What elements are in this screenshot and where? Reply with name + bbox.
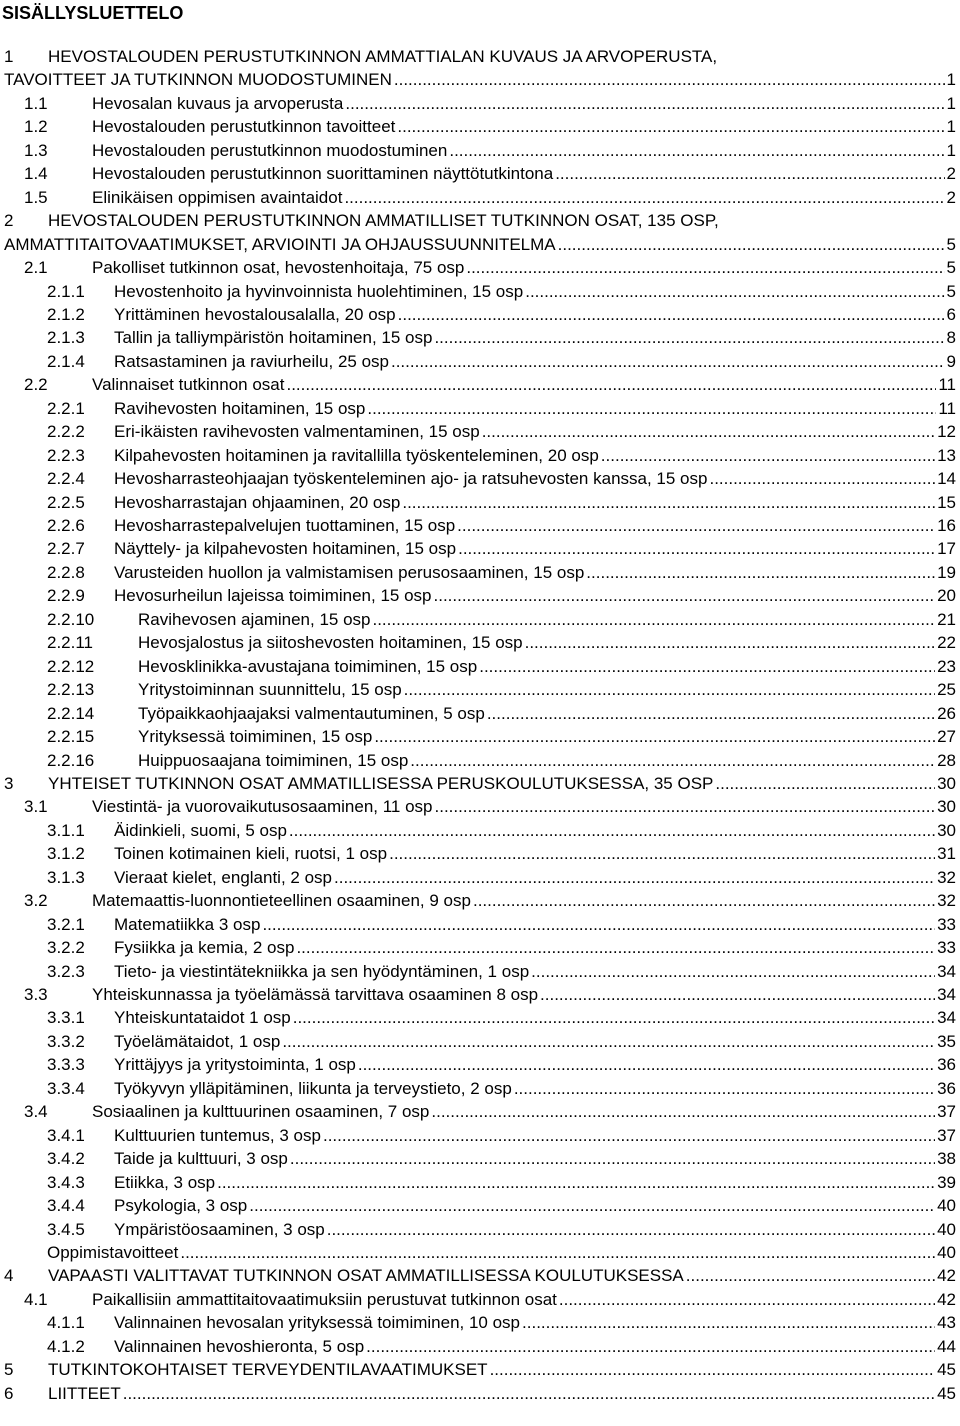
toc-entry[interactable] [0,584,960,608]
toc-entry-page: 16 [937,516,956,535]
toc-entry-number: 3.4.1 [47,1125,85,1145]
toc-entry-number: 2 [4,211,14,231]
toc-entry[interactable] [0,1382,960,1406]
toc-heading: SISÄLLYSLUETTELO [2,3,184,23]
toc-entry-title: Työpaikkaohjaajaksi valmentautuminen, 5 osp [138,703,485,723]
toc-entry-page: 37 [937,1125,956,1145]
toc-entry[interactable] [0,162,960,186]
dot-leader [217,1171,935,1195]
toc-entry-title: Hevosjalostus ja siitoshevosten hoitaminen, 15 osp [138,633,523,653]
toc-entry[interactable] [0,702,960,726]
toc-entry-number: 2.2.7 [47,539,85,559]
dot-leader [686,1264,935,1288]
dot-leader [457,514,935,538]
toc-entry-page: 11 [938,375,956,395]
toc-entry-title: Yrittäminen hevostalousalalla, 20 osp [114,304,396,324]
toc-entry-number: 3.1 [24,797,48,817]
toc-entry-page: 5 [946,281,956,301]
toc-entry-number: 2.2.1 [47,398,85,418]
toc-entry[interactable] [0,913,960,937]
toc-entry-title: Elinikäisen oppimisen avaintaidot [92,187,343,207]
toc-entry-title: Työkyvyn ylläpitäminen, liikunta ja terveystieto, 2 osp [114,1078,512,1098]
toc-entry-page: 40 [937,1219,956,1239]
dot-leader [372,608,935,632]
toc-entry-title: TUTKINTOKOHTAISET TERVEYDENTILAVAATIMUKSET [48,1360,488,1380]
toc-entry-page: 32 [937,867,956,887]
toc-entry-number: 2.2.15 [47,727,95,747]
toc-entry-page: 30 [937,773,956,793]
toc-entry-title: Hevostalouden perustutkinnon tavoitteet [92,117,396,137]
toc-entry[interactable] [0,280,960,304]
toc-entry-page: 6 [946,304,956,324]
toc-entry-page: 43 [937,1313,956,1333]
toc-entry[interactable] [0,1077,960,1101]
toc-entry-page: 31 [937,844,956,864]
toc-entry-number: 3.3.4 [47,1078,85,1098]
dot-leader [559,1288,935,1312]
toc-entry-number: 3.3.3 [47,1055,85,1075]
toc-entry-number: 3.1.2 [47,844,85,864]
toc-entry-number: 2.2.11 [47,633,94,653]
toc-entry-title: Eri-ikäisten ravihevosten valmentaminen, 15 osp [114,422,480,442]
toc-entry[interactable] [0,303,960,327]
toc-entry[interactable] [0,1053,960,1077]
dot-leader [394,68,945,92]
toc-entry-number: 2.2.9 [47,586,85,606]
toc-entry-page: 42 [937,1289,956,1309]
dot-leader [391,350,945,374]
toc-entry[interactable] [0,1006,960,1030]
toc-entry[interactable] [0,866,960,890]
toc-entry-number: 3.3 [24,985,48,1004]
toc-entry-title: YHTEISET TUTKINNON OSAT AMMATILLISESSA PERUSKOULUTUKSESSA, 35 OSP [48,773,714,793]
toc-entry-title: Hevostalouden perustutkinnon muodostuminen [92,140,448,160]
toc-entry-title: Yrityksessä toimiminen, 15 osp [138,727,373,747]
toc-entry[interactable] [0,45,960,69]
toc-entry-title: AMMATTITAITOVAATIMUKSET, ARVIOINTI JA OHJAUSSUUNNITELMA [4,234,556,254]
toc-entry-title: Tieto- ja viestintätekniikka ja sen hyödyntäminen, 1 osp [114,961,530,981]
toc-entry-number: 3.3.1 [47,1008,85,1028]
toc-entry-page: 27 [937,727,956,747]
toc-entry[interactable] [0,1147,960,1171]
toc-entry-page: 26 [937,703,956,723]
toc-entry-page: 34 [937,985,956,1004]
toc-entry-title: Hevosalan kuvaus ja arvoperusta [92,93,344,113]
toc-entry-title: Paikallisiin ammattitaitovaatimuksiin perustuvat tutkinnon osat [92,1289,557,1309]
toc-entry-number: 1.3 [24,140,48,160]
toc-entry-number: 3.4.5 [47,1219,85,1239]
dot-leader [431,1100,935,1124]
dot-leader [487,702,935,726]
toc-entry-number: 2.2.3 [47,445,85,465]
toc-entry-number: 5 [4,1360,14,1380]
dot-leader [531,960,935,984]
toc-entry[interactable] [0,889,960,913]
toc-entry-number: 3.2.2 [47,938,85,958]
toc-entry[interactable] [0,233,960,257]
toc-entry[interactable] [0,444,960,468]
toc-entry-title: Valinnaiset tutkinnon osat [92,375,285,395]
dot-leader [458,537,935,561]
dot-leader [389,842,935,866]
toc-entry-number: 4.1.2 [47,1336,85,1356]
toc-entry-page: 5 [946,258,956,278]
toc-entry-title: Oppimistavoitteet [47,1242,179,1262]
toc-entry-title: Ympäristöosaaminen, 3 osp [114,1219,325,1239]
dot-leader [180,1241,935,1265]
toc-entry-number: 6 [4,1383,14,1403]
dot-leader [555,162,944,186]
toc-entry[interactable] [0,397,960,421]
toc-entry[interactable] [0,819,960,843]
toc-entry-number: 3.4 [24,1102,48,1122]
toc-entry[interactable] [0,1030,960,1054]
toc-entry-number: 1.4 [24,164,48,184]
toc-entry-number: 1 [4,47,14,66]
toc-entry-title: Yhteiskuntataidot 1 osp [114,1008,291,1028]
toc-entry-page: 1 [946,93,956,113]
toc-entry-title: Työelämätaidot, 1 osp [114,1031,281,1051]
dot-leader [482,420,935,444]
dot-leader [282,1030,935,1054]
dot-leader [466,256,944,280]
toc-entry-number: 3.3.2 [47,1031,85,1051]
toc-entry-title: Sosiaalinen ja kulttuurinen osaaminen, 7 osp [92,1102,430,1122]
toc-entry-page: 1 [946,70,956,90]
toc-entry-title: Näyttely- ja kilpahevosten hoitaminen, 15 osp [114,539,457,559]
toc-entry-page: 11 [938,398,956,418]
toc-entry-number: 2.2.16 [47,750,95,770]
toc-entry-number: 2.1.2 [47,304,85,324]
toc-entry-number: 2.1.3 [47,328,85,348]
toc-entry-title: Hevostenhoito ja hyvinvoinnista huolehtiminen, 15 osp [114,281,524,301]
toc-entry-page: 17 [937,539,956,559]
toc-entry-page: 1 [946,117,956,137]
dot-leader [473,889,935,913]
dot-leader [249,1194,935,1218]
toc-entry-number: 2.2.8 [47,562,85,582]
toc-entry[interactable] [0,209,960,233]
toc-entry-title: Matematiikka 3 osp [114,914,261,934]
toc-entry[interactable] [0,678,960,702]
dot-leader [514,1077,935,1101]
toc-entry-number: 2.2.4 [47,469,85,489]
dot-leader [404,678,935,702]
toc-entry-number: 2.1 [24,258,48,278]
toc-entry-title: Pakolliset tutkinnon osat, hevostenhoitaja, 75 osp [92,258,465,278]
toc-entry-title: Hevosharrastepalvelujen tuottaminen, 15 osp [114,516,456,535]
dot-leader [435,795,936,819]
dot-leader [601,444,935,468]
toc-entry-title: Huippuosaajana toimiminen, 15 osp [138,750,409,770]
toc-entry-title: Tallin ja talliympäristön hoitaminen, 15 osp [114,328,433,348]
toc-entry[interactable] [0,350,960,374]
toc-entry[interactable] [0,186,960,210]
toc-entry-number: 3.1.1 [47,820,85,840]
dot-leader [522,1311,935,1335]
toc-entry-title: Varusteiden huollon ja valmistamisen perusosaaminen, 15 osp [114,562,585,582]
toc-entry-page: 37 [937,1102,956,1122]
toc-entry-number: 1.2 [24,117,48,137]
toc-entry[interactable] [0,749,960,773]
toc-entry-title: Ravihevosen ajaminen, 15 osp [138,609,371,629]
toc-entry-title: Taide ja kulttuuri, 3 osp [114,1149,288,1169]
toc-entry[interactable] [0,537,960,561]
toc-entry-page: 5 [946,234,956,254]
dot-leader [374,725,935,749]
toc-entry-page: 36 [937,1078,956,1098]
toc-entry-title: Toinen kotimainen kieli, ruotsi, 1 osp [114,844,388,864]
toc-entry-title: Fysiikka ja kemia, 2 osp [114,938,295,958]
toc-entry[interactable] [0,772,960,796]
toc-entry-title: HEVOSTALOUDEN PERUSTUTKINNON AMMATILLISET TUTKINNON OSAT, 135 OSP, [48,211,719,231]
toc-entry-number: 2.2.6 [47,516,85,535]
toc-entry[interactable] [0,725,960,749]
toc-entry-title: VAPAASTI VALITTAVAT TUTKINNON OSAT AMMATILLISESSA KOULUTUKSESSA [48,1266,684,1286]
toc-entry[interactable] [0,1335,960,1359]
toc-entry[interactable] [0,608,960,632]
toc-entry-page: 2 [946,187,956,207]
toc-entry-page: 13 [937,445,956,465]
dot-leader [367,397,936,421]
toc-entry-number: 2.2.12 [47,656,95,676]
dot-leader [290,1147,935,1171]
toc-entry-page: 38 [937,1149,956,1169]
toc-entry-title: Hevosklinikka-avustajana toimiminen, 15 osp [138,656,478,676]
toc-entry-page: 42 [937,1266,956,1286]
toc-entry[interactable] [0,960,960,984]
toc-entry[interactable] [0,256,960,280]
toc-entry-page: 36 [937,1055,956,1075]
dot-leader [286,373,936,397]
toc-entry-page: 25 [937,680,956,700]
dot-leader [345,92,944,116]
dot-leader [715,772,935,796]
toc-entry-title: Hevostalouden perustutkinnon suorittaminen näyttötutkintona [92,164,554,184]
toc-entry[interactable] [0,795,960,819]
toc-entry-page: 34 [937,961,956,981]
dot-leader [296,936,935,960]
toc-entry[interactable] [0,842,960,866]
toc-entry[interactable] [0,1358,960,1382]
dot-leader [344,186,944,210]
dot-leader [434,584,936,608]
dot-leader [398,303,945,327]
toc-entry[interactable] [0,1124,960,1148]
toc-entry-title: Valinnainen hevoshieronta, 5 osp [114,1336,365,1356]
toc-entry[interactable] [0,92,960,116]
dot-leader [289,819,935,843]
dot-leader [323,1124,935,1148]
toc-entry[interactable] [0,491,960,515]
toc-entry-page: 8 [946,328,956,348]
toc-entry-title: Viestintä- ja vuorovaikutusosaaminen, 11 osp [92,797,433,817]
dot-leader [366,1335,935,1359]
toc-entry-number: 3.4.3 [47,1172,85,1192]
toc-entry-number: 2.2 [24,375,48,395]
toc-entry-number: 4.1 [24,1289,48,1309]
toc-entry[interactable] [0,936,960,960]
toc-entry-number: 2.1.1 [47,281,85,301]
dot-leader [540,983,935,1007]
dot-leader [490,1358,936,1382]
toc-entry-title: Matemaattis-luonnontieteellinen osaaminen, 9 osp [92,891,471,911]
toc-entry-page: 1 [946,140,956,160]
toc-entry[interactable] [0,1171,960,1195]
toc-entry-number: 2.2.13 [47,680,95,700]
toc-entry-title: Vieraat kielet, englanti, 2 osp [114,867,332,887]
toc-entry[interactable] [0,1194,960,1218]
toc-entry-page: 39 [937,1172,956,1192]
toc-entry-page: 33 [937,914,956,934]
toc-entry-number: 3.2.3 [47,961,85,981]
toc-entry-title: TAVOITTEET JA TUTKINNON MUODOSTUMINEN [4,70,392,90]
toc-entry-number: 1.5 [24,187,48,207]
dot-leader [410,749,935,773]
toc-entry-number: 2.2.14 [47,703,95,723]
toc-entry-page: 12 [937,422,956,442]
toc-entry-title: Äidinkieli, suomi, 5 osp [114,820,287,840]
toc-entry[interactable] [0,420,960,444]
toc-entry-page: 20 [937,586,956,606]
toc-entry[interactable] [0,1311,960,1335]
dot-leader [709,467,935,491]
dot-leader [558,233,945,257]
toc-entry[interactable] [0,1100,960,1124]
toc-entry[interactable] [0,1241,960,1265]
toc-entry-title: Ravihevosten hoitaminen, 15 osp [114,398,366,418]
toc-entry-page: 15 [937,492,956,512]
toc-entry[interactable] [0,631,960,655]
toc-entry[interactable] [0,514,960,538]
dot-leader [402,491,935,515]
toc-entry-page: 44 [937,1336,956,1356]
dot-leader [397,115,944,139]
toc-entry-number: 4 [4,1266,14,1286]
toc-entry[interactable] [0,373,960,397]
toc-entry-page: 40 [937,1242,956,1262]
toc-entry-page: 45 [937,1383,956,1403]
toc-entry-page: 9 [946,351,956,371]
toc-entry-page: 14 [937,469,956,489]
toc-entry-number: 2.2.2 [47,422,85,442]
toc-entry[interactable] [0,326,960,350]
dot-leader [334,866,935,890]
toc-entry-number: 2.2.5 [47,492,85,512]
dot-leader [525,631,935,655]
dot-leader [479,655,935,679]
toc-entry-number: 4.1.1 [47,1313,85,1333]
toc-entry-number: 3.4.4 [47,1196,85,1216]
toc-entry-page: 28 [937,750,956,770]
dot-leader [123,1382,935,1406]
toc-entry-number: 2.1.4 [47,351,85,371]
dot-leader [262,913,935,937]
dot-leader [358,1053,935,1077]
toc-entry-title: Hevosharrasteohjaajan työskenteleminen ajo- ja ratsuhevosten kanssa, 15 osp [114,469,708,489]
toc-entry-page: 2 [946,164,956,184]
dot-leader [449,139,944,163]
dot-leader [525,280,944,304]
toc-entry-title: Hevosharrastajan ohjaaminen, 20 osp [114,492,401,512]
toc-entry-title: LIITTEET [48,1383,121,1403]
toc-entry-page: 35 [937,1031,956,1051]
toc-entry[interactable] [0,561,960,585]
toc-entry-number: 3.2 [24,891,48,911]
toc-entry[interactable] [0,655,960,679]
toc-entry[interactable] [0,467,960,491]
toc-entry-page: 19 [937,562,956,582]
toc-entry-title: Yrittäjyys ja yritystoiminta, 1 osp [114,1055,356,1075]
toc-entry-title: Yhteiskunnassa ja työelämässä tarvittava osaaminen 8 osp [92,985,539,1004]
toc-entry[interactable] [0,1288,960,1312]
toc-entry-page: 21 [937,609,956,629]
toc-entry-title: Yritystoiminnan suunnittelu, 15 osp [138,680,402,700]
toc-entry-title: Etiikka, 3 osp [114,1172,216,1192]
dot-leader [586,561,935,585]
dot-leader [434,326,944,350]
toc-entry-number: 2.2.10 [47,609,95,629]
toc-entry[interactable] [0,139,960,163]
toc-entry-number: 3.1.3 [47,867,85,887]
dot-leader [327,1218,935,1242]
toc-entry-page: 30 [937,797,956,817]
toc-entry[interactable] [0,115,960,139]
toc-entry-title: Valinnainen hevosalan yrityksessä toimiminen, 10 osp [114,1313,521,1333]
toc-entry-page: 40 [937,1196,956,1216]
toc-entry-number: 3 [4,773,14,793]
toc-entry-title: HEVOSTALOUDEN PERUSTUTKINNON AMMATTIALAN KUVAUS JA ARVOPERUSTA, [48,47,718,66]
toc-entry-title: Kulttuurien tuntemus, 3 osp [114,1125,321,1145]
toc-entry-title: Kilpahevosten hoitaminen ja ravitallilla työskenteleminen, 20 osp [114,445,599,465]
toc-entry[interactable] [0,983,960,1007]
dot-leader [293,1006,935,1030]
toc-entry[interactable] [0,1264,960,1288]
toc-entry-page: 33 [937,938,956,958]
toc-entry-number: 3.4.2 [47,1149,85,1169]
toc-entry-page: 30 [937,820,956,840]
toc-entry-title: Ratsastaminen ja raviurheilu, 25 osp [114,351,389,371]
toc-entry-title: Hevosurheilun lajeissa toimiminen, 15 osp [114,586,432,606]
toc-entry-page: 45 [937,1360,956,1380]
toc-entry-number: 1.1 [24,93,48,113]
toc-entry-page: 22 [937,633,956,653]
toc-entry-page: 34 [937,1008,956,1028]
toc-entry[interactable] [0,68,960,92]
toc-entry-page: 32 [937,891,956,911]
toc-entry-page: 23 [937,656,956,676]
toc-entry-title: Psykologia, 3 osp [114,1196,248,1216]
toc-entry-number: 3.2.1 [47,914,85,934]
toc-entry[interactable] [0,1218,960,1242]
